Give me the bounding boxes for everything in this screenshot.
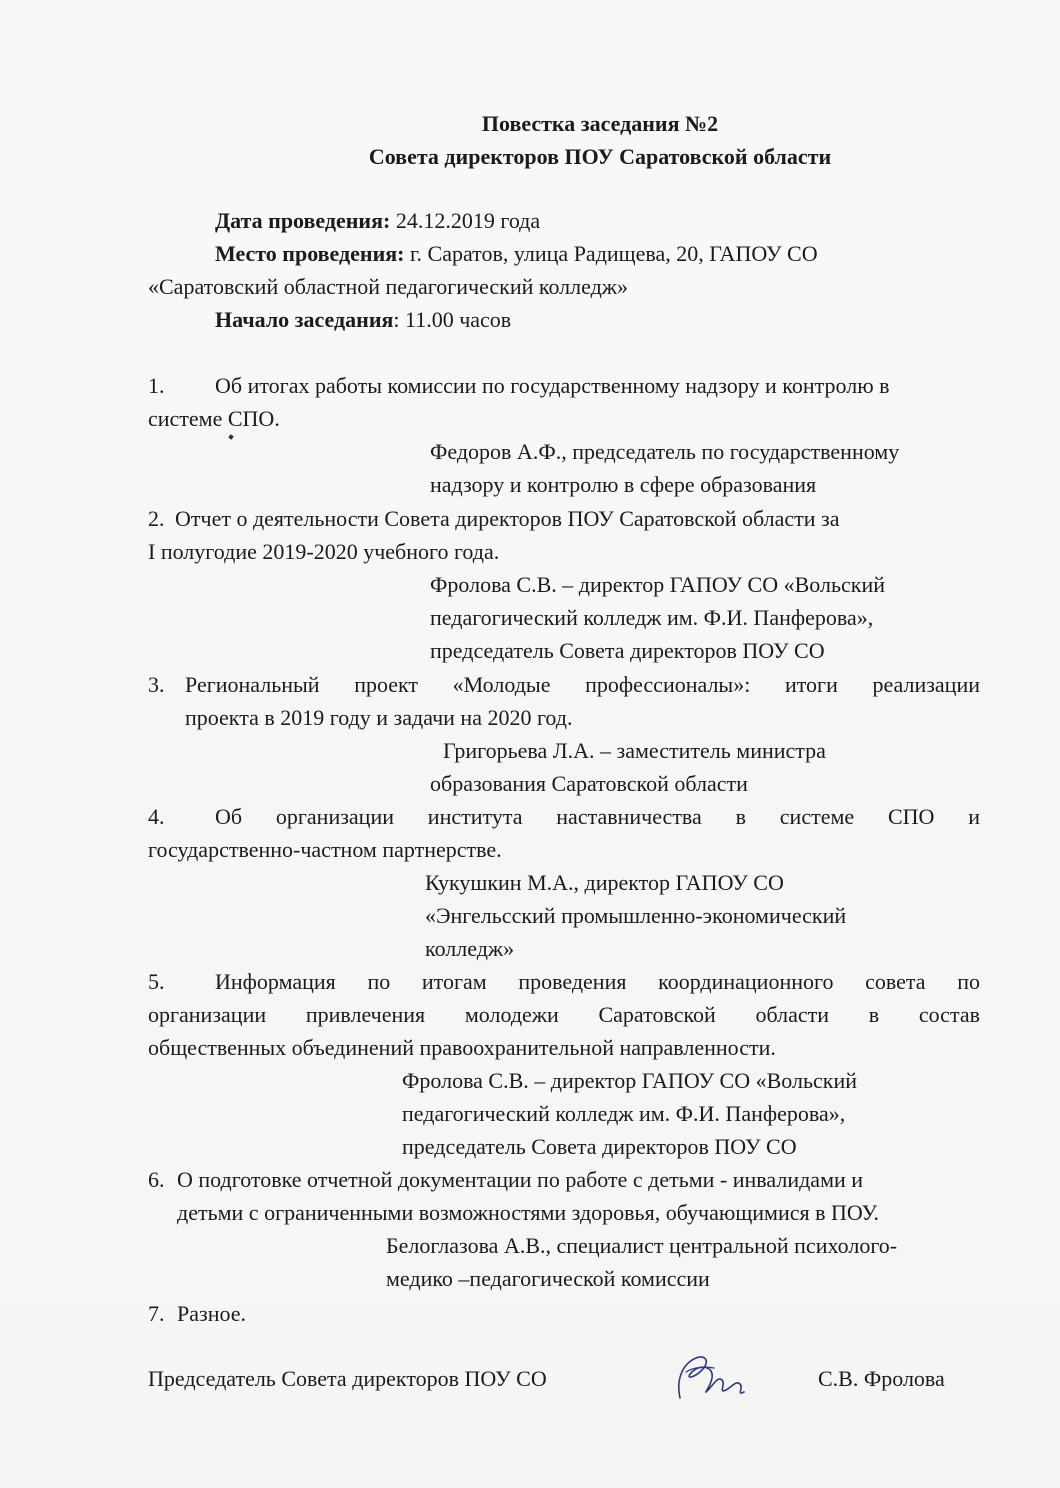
item-4-line1: Об организации института наставничества в системе СПО и xyxy=(215,804,980,829)
item-6-speaker2: медико –педагогической комиссии xyxy=(386,1266,710,1291)
item-5-line1: Информация по итогам проведения координационного совета по xyxy=(215,969,980,994)
place-label: Место проведения: xyxy=(215,241,405,266)
item-6-number: 6. xyxy=(148,1167,165,1192)
item-6-line1: О подготовке отчетной документации по работе с детьми - инвалидами и xyxy=(177,1167,864,1192)
start-label: Начало заседания xyxy=(215,307,394,332)
item-6-speaker1: Белоглазова А.В., специалист центральной психолого- xyxy=(386,1233,898,1258)
item-5-line3: общественных объединений правоохранительной направленности. xyxy=(148,1035,776,1060)
meeting-date xyxy=(215,205,540,237)
place-value-1: г. Саратов, улица Радищева, 20, ГАПОУ СО xyxy=(404,241,818,266)
item-2-number: 2. xyxy=(148,506,165,531)
item-3-number: 3. xyxy=(148,672,165,697)
item-2-line1: Отчет о деятельности Совета директоров ПОУ Саратовской области за xyxy=(175,506,840,531)
item-2-line2: I полугодие 2019-2020 учебного года. xyxy=(148,539,500,564)
item-3-line1: Региональный проект «Молодые профессионалы»: итоги реализации xyxy=(185,672,980,697)
date-label: Дата проведения: xyxy=(215,208,391,233)
item-4-speaker2: «Энгельсский промышленно-экономический xyxy=(425,903,847,928)
item-4-number: 4. xyxy=(148,804,165,829)
document-title-line1: Повестка заседания №2 xyxy=(481,111,719,136)
item-1-line1: Об итогах работы комиссии по государственному надзору и контролю в xyxy=(215,373,890,398)
ink-mark xyxy=(228,434,233,439)
signatory-name: С.В. Фролова xyxy=(818,1366,945,1391)
item-3-speaker2: образования Саратовской области xyxy=(430,771,748,796)
item-1-number: 1. xyxy=(148,373,165,398)
item-4-speaker1: Кукушкин М.А., директор ГАПОУ СО xyxy=(425,870,784,895)
item-3-line2: проекта в 2019 году и задачи на 2020 год. xyxy=(185,705,573,730)
item-5-speaker2: педагогический колледж им. Ф.И. Панферова», xyxy=(402,1101,846,1126)
signatory-position: Председатель Совета директоров ПОУ СО xyxy=(148,1366,547,1391)
item-4-line2: государственно-частном партнерстве. xyxy=(148,837,502,862)
item-3-speaker1: Григорьева Л.А. – заместитель министра xyxy=(443,738,826,763)
item-2-speaker1: Фролова С.В. – директор ГАПОУ СО «Вольский xyxy=(430,572,886,597)
meeting-start xyxy=(215,304,511,336)
item-7-line1: Разное. xyxy=(177,1301,246,1326)
item-5-speaker3: председатель Совета директоров ПОУ СО xyxy=(402,1134,797,1159)
item-2-speaker2: педагогический колледж им. Ф.И. Панферова», xyxy=(430,605,874,630)
item-5-speaker1: Фролова С.В. – директор ГАПОУ СО «Вольский xyxy=(402,1068,858,1093)
item-1-line2: системе СПО. xyxy=(148,406,280,431)
item-4-speaker3: колледж» xyxy=(425,936,515,961)
item-7-number: 7. xyxy=(148,1301,165,1326)
place-value-2: «Саратовский областной педагогический колледж» xyxy=(148,274,628,299)
item-5-line2: организации привлечения молодежи Саратовской области в состав xyxy=(148,1002,980,1027)
handwritten-signature xyxy=(662,1350,762,1410)
start-value: : 11.00 часов xyxy=(393,307,512,332)
date-value: 24.12.2019 года xyxy=(390,208,541,233)
meeting-place xyxy=(215,238,818,270)
item-1-speaker1: Федоров А.Ф., председатель по государственному xyxy=(430,439,900,464)
document-title-line2: Совета директоров ПОУ Саратовской области xyxy=(368,144,832,169)
item-1-speaker2: надзору и контролю в сфере образования xyxy=(430,472,817,497)
item-6-line2: детьми с ограниченными возможностями здоровья, обучающимися в ПОУ. xyxy=(177,1200,880,1225)
item-2-speaker3: председатель Совета директоров ПОУ СО xyxy=(430,638,825,663)
item-5-number: 5. xyxy=(148,969,165,994)
